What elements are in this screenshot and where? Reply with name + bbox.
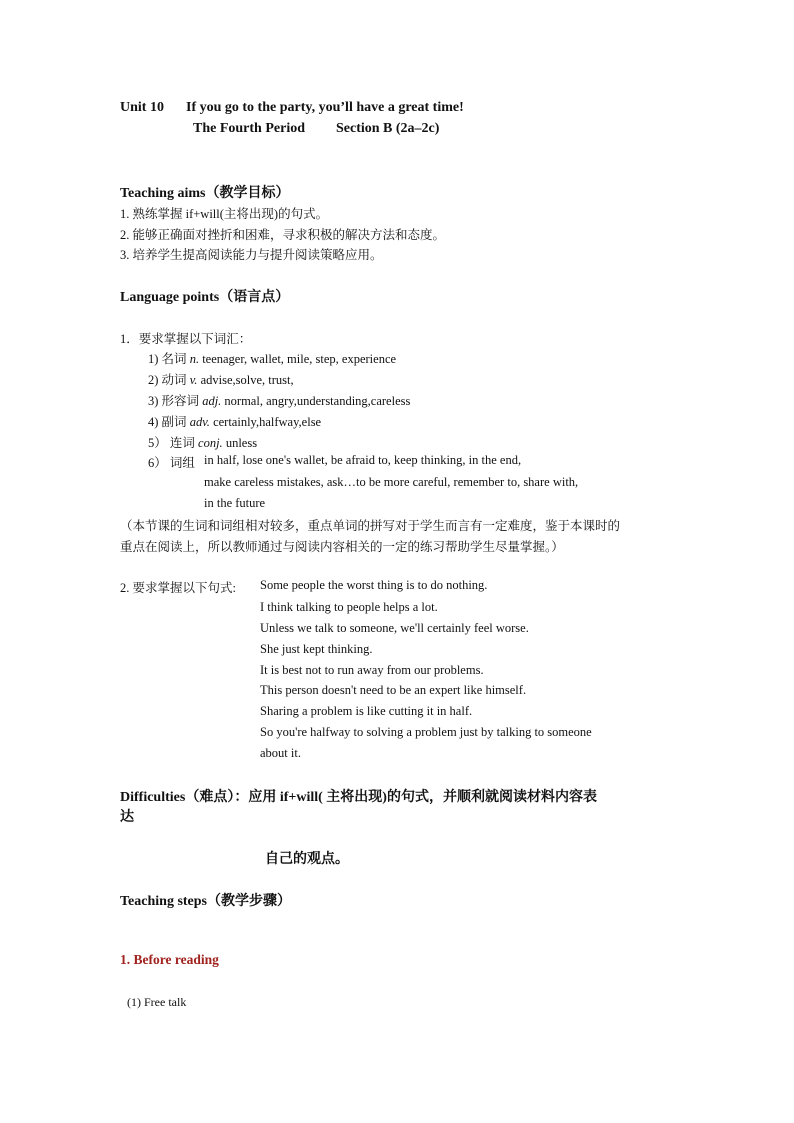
vocab-row-noun [148,349,396,367]
vocab-num: 3) [148,394,159,408]
vocab-row-adverb [148,412,321,430]
vocab-pos: n. [189,352,200,366]
sentence-line: So you're halfway to solving a problem just by talking to someone [260,725,592,739]
difficulties-text: 应用 if+will( 主将出现)的句式，并顺利就阅读材料内容表 [248,790,597,805]
unit-label: Unit 10 [120,100,164,115]
vocab-num: 4) [148,415,159,429]
vocab-num: 6） [148,456,167,470]
vocab-note: 重点在阅读上，所以教师通过与阅读内容相关的一定的练习帮助学生尽量掌握。） [120,540,564,554]
free-talk-label: Free talk [144,995,187,1009]
phrases-row [148,453,195,471]
before-reading-heading: 1. Before reading [120,952,219,967]
vocab-num: 2) [148,373,159,387]
sentence-line: Sharing a problem is like cutting it in half. [260,704,473,718]
vocab-row-adjective [148,391,410,409]
difficulties-label: Difficulties（难点）： [120,790,249,805]
vocab-words: certainly,halfway,else [213,415,322,429]
phrase-line: make careless mistakes, ask…to be more careful, remember to, share with, [204,475,579,489]
sentence-line: I think talking to people helps a lot. [260,600,438,614]
vocab-pos: adj. [202,394,222,408]
phrase-line: in the future [204,496,266,510]
vocab-category: 词组 [169,456,195,470]
vocab-note: （本节课的生词和词组相对较多，重点单词的拼写对于学生而言有一定难度，鉴于本课时的 [120,519,621,533]
aim-item: 3. 培养学生提高阅读能力与提升阅读策略应用。 [120,248,383,262]
vocab-intro: 1．要求掌握以下词汇： [120,332,252,346]
vocab-num: 5） [148,436,167,450]
vocab-words: teenager, wallet, mile, step, experience [202,352,397,366]
vocab-words: unless [225,436,258,450]
section-label: Section B (2a–2c) [336,121,440,136]
vocab-category: 动词 [161,373,187,387]
vocab-num: 1) [148,352,159,366]
vocab-pos: adv. [189,415,210,429]
steps-heading: Teaching steps（教学步骤） [120,894,292,909]
language-heading: Language points（语言点） [120,290,290,305]
sentence-line: She just kept thinking. [260,642,373,656]
lesson-title: If you go to the party, you’ll have a great time! [186,100,464,115]
vocab-category: 名词 [161,352,187,366]
vocab-words: advise,solve, trust, [200,373,294,387]
sentence-line: It is best not to run away from our problems. [260,663,484,677]
vocab-pos: conj. [198,436,223,450]
free-talk-num: (1) [127,995,141,1009]
aim-item: 2. 能够正确面对挫折和困难，寻求积极的解决方法和态度。 [120,228,446,242]
vocab-pos: v. [189,373,198,387]
sentence-intro: 2. 要求掌握以下句式: [120,581,236,595]
vocab-category: 形容词 [161,394,200,408]
period-label: The Fourth Period [193,121,305,136]
aims-heading: Teaching aims（教学目标） [120,186,290,201]
free-talk-item [127,995,186,1010]
vocab-row-verb [148,370,294,388]
sentence-line: This person doesn't need to be an expert like himself. [260,683,527,697]
aim-item: 1. 熟练掌握 if+will(主将出现)的句式。 [120,207,329,221]
vocab-category: 副词 [161,415,187,429]
vocab-category: 连词 [169,436,195,450]
difficulties-text-end: 自己的观点。 [265,852,349,867]
sentence-line: Some people the worst thing is to do nothing. [260,578,488,592]
sentence-line: about it. [260,746,301,760]
vocab-words: normal, angry,understanding,careless [224,394,411,408]
sentence-line: Unless we talk to someone, we'll certainly feel worse. [260,621,529,635]
difficulties-text-cont: 达 [120,810,134,825]
difficulties-line [120,786,597,806]
vocab-row-conjunction [148,433,257,451]
phrase-line: in half, lose one's wallet, be afraid to, keep thinking, in the end, [204,453,522,467]
